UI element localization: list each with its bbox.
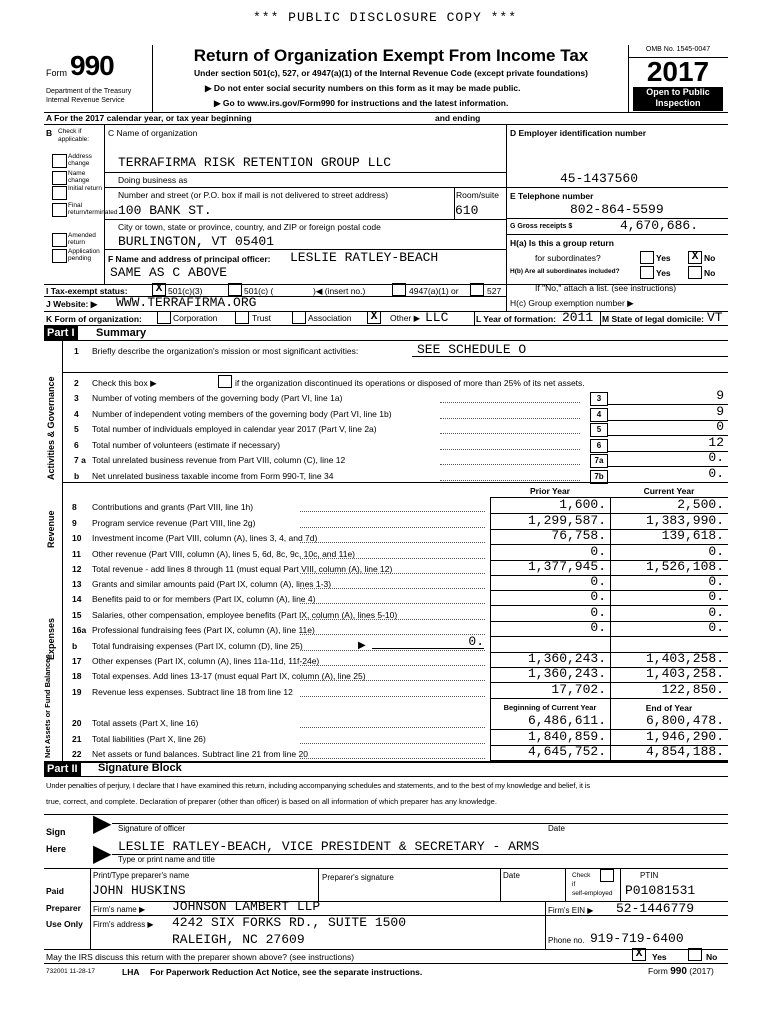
corporation-label: Corporation — [173, 313, 218, 323]
firm-name-label: Firm's name ▶ — [93, 905, 146, 914]
line-text: Other expenses (Part IX, column (A), lines 11a-11d, 11f-24e) — [92, 656, 320, 666]
current-year-value: 1,946,290. — [645, 728, 724, 744]
current-year-value: 0. — [708, 620, 724, 636]
gov-line-num: 3 — [74, 393, 79, 403]
gross-receipts-label: G Gross receipts $ — [510, 223, 573, 230]
discuss-yes-label: Yes — [652, 952, 667, 962]
hb-yes-checkbox[interactable] — [640, 266, 654, 279]
prior-year-value: 1,360,243. — [527, 651, 606, 666]
line-text: Program service revenue (Part VIII, line 2g) — [92, 517, 256, 528]
section-b-option-label: Application pending — [68, 248, 100, 262]
association-checkbox[interactable] — [292, 311, 306, 324]
firm-address-1: 4242 SIX FORKS RD., SUITE 1500 — [172, 915, 407, 930]
sign-label: Sign — [46, 827, 66, 837]
section-b-checkbox[interactable] — [52, 171, 67, 185]
website-label: J Website: ▶ — [46, 299, 98, 309]
line2-num: 2 — [74, 378, 79, 388]
other-value: LLC — [425, 310, 449, 325]
footer-code: 732001 11-28-17 — [46, 968, 96, 975]
line-text: Total expenses. Add lines 13-17 (must equal Part IX, column (A), line 25) — [92, 671, 366, 682]
ssn-warning: ▶ Do not enter social security numbers on this form as it may be made public. — [205, 83, 521, 93]
gov-line-num: b — [74, 470, 80, 481]
4947-label: 4947(a)(1) or — [409, 286, 459, 296]
discuss-yes-checkbox[interactable]: X — [632, 948, 646, 961]
ha-no-checkbox[interactable]: X — [688, 251, 702, 264]
signature-label: Signature of officer — [118, 824, 186, 833]
check-if-applicable: Check if applicable: — [58, 128, 90, 143]
other-checkbox[interactable]: X — [367, 311, 381, 324]
hb-no-label: No — [704, 268, 716, 278]
dot-leader — [440, 480, 580, 481]
phone-value: 802-864-5599 — [570, 202, 664, 217]
section-b-option-label: Amended return — [68, 232, 96, 246]
dot-leader — [440, 402, 580, 403]
dot-leader — [300, 680, 485, 681]
line-num: 10 — [72, 533, 82, 544]
line-num: 18 — [72, 671, 82, 682]
gov-line-value: 9 — [716, 388, 724, 403]
gov-line-value: 0. — [708, 465, 724, 481]
preparer-label: Preparer — [46, 903, 81, 913]
use-only-label: Use Only — [46, 919, 83, 929]
hb-no-checkbox[interactable] — [688, 266, 702, 279]
current-year-value: 0. — [708, 574, 724, 589]
dba-label: Doing business as — [118, 175, 188, 185]
line-num: 11 — [72, 548, 81, 559]
current-year-value: 1,403,258. — [645, 651, 724, 666]
line-num: 21 — [72, 733, 82, 744]
gov-line-box: 5 — [590, 423, 608, 437]
dot-leader — [300, 758, 485, 759]
prior-year-value: 1,299,587. — [527, 512, 606, 528]
room-label: Room/suite — [456, 190, 499, 200]
section-b-checkbox[interactable] — [52, 186, 67, 200]
current-year-value: 0. — [708, 604, 724, 620]
section-b-checkbox[interactable] — [52, 203, 67, 217]
dot-leader — [300, 665, 485, 666]
sign-date-label: Date — [548, 824, 565, 833]
section-b-label: B — [46, 128, 53, 138]
line-text: Benefits paid to or for members (Part IX, column (A), line 4) — [92, 594, 316, 605]
association-label: Association — [308, 313, 352, 323]
city-state-zip: BURLINGTON, VT 05401 — [118, 234, 275, 249]
line-text: Investment income (Part VIII, column (A), lines 3, 4, and 7d) — [92, 533, 318, 544]
prior-year-value: 0. — [590, 620, 606, 636]
ha-no-label: No — [704, 253, 716, 263]
current-year-value: 4,854,188. — [645, 744, 724, 760]
footer-notice: For Paperwork Reduction Act Notice, see the separate instructions. — [150, 967, 423, 977]
subordinates-q: for subordinates? — [535, 253, 601, 263]
street-label: Number and street (or P.O. box if mail is not delivered to street address) — [118, 190, 389, 200]
prior-year-value: 0. — [590, 604, 606, 620]
gov-line-value: 12 — [708, 434, 724, 450]
dept-irs: Internal Revenue Service — [46, 97, 125, 104]
revenue-label: Revenue — [46, 510, 56, 548]
ein-label: D Employer identification number — [510, 128, 647, 138]
4947-checkbox[interactable] — [392, 283, 406, 296]
line-num: 16a — [72, 625, 87, 636]
form-of-org-label: K Form of organization: — [46, 314, 142, 324]
form-subtitle: Under section 501(c), 527, or 4947(a)(1) of the Internal Revenue Code (except private foundations) — [194, 68, 588, 78]
city-label: City or town, state or province, country, and ZIP or foreign postal code — [118, 222, 381, 232]
sign-arrow-icon: ▶ — [93, 810, 112, 837]
section-b-checkbox[interactable] — [52, 154, 67, 168]
eoy-header: End of Year — [645, 703, 693, 713]
firm-name: JOHNSON LAMBERT LLP — [172, 899, 321, 914]
ein-value: 45-1437560 — [560, 171, 639, 186]
website-value[interactable]: WWW.TERRAFIRMA.ORG — [116, 295, 257, 310]
dot-leader — [300, 650, 485, 651]
footer-form: Form 990 (2017) — [648, 966, 714, 977]
if-label: if — [572, 881, 576, 888]
subordinates-included-label: H(b) Are all subordinates included? — [510, 268, 620, 275]
activities-governance-label: Activities & Governance — [46, 376, 56, 480]
ha-yes-label: Yes — [656, 253, 671, 263]
line-num: b — [72, 640, 78, 651]
dot-leader — [300, 527, 485, 528]
dot-leader — [300, 603, 485, 604]
firm-address-label: Firm's address ▶ — [93, 920, 154, 929]
527-label: 527 — [487, 286, 502, 296]
name-arrow-icon: ▶ — [93, 840, 112, 867]
gov-line-box: 7b — [590, 470, 608, 484]
line2-checkbox[interactable] — [218, 375, 232, 388]
line-text: Total assets (Part X, line 16) — [92, 718, 199, 728]
line-num: 12 — [72, 564, 82, 575]
line-num: 9 — [72, 517, 77, 528]
net-assets-label: Net Assets or Fund Balances — [43, 654, 52, 758]
attach-list-note: If "No," attach a list. (see instructions) — [535, 283, 677, 293]
dot-leader — [300, 511, 485, 512]
group-exemption-label: H(c) Group exemption number ▶ — [510, 298, 634, 308]
gov-line-box: 3 — [590, 392, 608, 406]
gov-line-box: 7a — [590, 454, 608, 468]
ptin-value: P01081531 — [625, 883, 696, 898]
line16b-rule — [372, 648, 484, 649]
officer-name: LESLIE RATLEY-BEACH — [290, 250, 439, 265]
dot-leader — [440, 433, 580, 434]
line-text: Total fundraising expenses (Part IX, column (D), line 25) — [92, 640, 303, 651]
boy-header: Beginning of Current Year — [503, 703, 597, 712]
form-label: Form — [46, 68, 67, 78]
instructions-link[interactable]: ▶ Go to www.irs.gov/Form990 for instructions and the latest information. — [214, 98, 509, 108]
current-year-value: 1,383,990. — [645, 512, 724, 528]
dot-leader — [440, 418, 580, 419]
prior-year-value: 6,486,611. — [527, 713, 606, 728]
dept-treasury: Department of the Treasury — [46, 88, 132, 95]
paid-label: Paid — [46, 886, 64, 896]
dot-leader — [440, 464, 580, 465]
prior-year-value: 4,645,752. — [527, 744, 606, 760]
prior-year-value: 1,377,945. — [527, 559, 606, 575]
gov-line-text: Total unrelated business revenue from Part VIII, column (C), line 12 — [92, 455, 346, 465]
current-year-value: 2,500. — [677, 497, 724, 512]
hb-yes-label: Yes — [656, 268, 671, 278]
section-b-option-label: Address change — [68, 153, 92, 167]
prior-year-value: 0. — [590, 574, 606, 589]
part2-title: Signature Block — [98, 762, 182, 774]
prior-year-value: 17,702. — [551, 681, 606, 697]
self-employed-label: self-employed — [572, 890, 613, 897]
line-text: Professional fundraising fees (Part IX, column (A), line 11e) — [92, 625, 315, 636]
firm-address-2: RALEIGH, NC 27609 — [172, 932, 305, 947]
line-a-label: A For the 2017 calendar year, or tax year beginning — [46, 113, 252, 123]
firm-phone: 919-719-6400 — [590, 931, 684, 946]
check-label: Check — [572, 872, 591, 879]
section-b-checkbox[interactable] — [52, 233, 67, 247]
current-year-value: 122,850. — [661, 681, 724, 697]
self-employed-checkbox[interactable] — [600, 869, 614, 882]
officer-label: F Name and address of principal officer: — [108, 254, 271, 264]
line-text: Total liabilities (Part X, line 26) — [92, 733, 206, 744]
phone-label: E Telephone number — [510, 191, 594, 201]
insert-no-label: )◀ (insert no.) — [313, 286, 366, 296]
gov-line-text: Number of voting members of the governing body (Part VI, line 1a) — [92, 393, 343, 403]
here-label: Here — [46, 844, 67, 854]
gov-line-value: 0. — [708, 450, 724, 465]
line16b-value: 0. — [468, 634, 484, 649]
officer-address: SAME AS C ABOVE — [110, 265, 228, 280]
gov-line-text: Number of independent voting members of the governing body (Part VI, line 1b) — [92, 408, 392, 419]
line2-text-b: if the organization discontinued its operations or disposed of more than 25% of its net assets. — [235, 378, 585, 388]
current-year-value: 0. — [708, 589, 724, 605]
line-text: Salaries, other compensation, employee benefits (Part IX, column (A), lines 5-10) — [92, 609, 398, 620]
line-text: Contributions and grants (Part VIII, line 1h) — [92, 502, 254, 512]
line1-value: SEE SCHEDULE O — [417, 342, 527, 357]
discuss-no-checkbox[interactable] — [688, 948, 702, 961]
gov-line-text: Net unrelated business taxable income from Form 990-T, line 34 — [92, 470, 334, 481]
line-num: 15 — [72, 609, 82, 620]
current-year-value: 1,403,258. — [645, 666, 724, 682]
ha-yes-checkbox[interactable] — [640, 251, 654, 264]
current-year-value: 6,800,478. — [645, 713, 724, 728]
form-title: Return of Organization Exempt From Income Tax — [193, 46, 589, 65]
gov-line-value: 0 — [716, 419, 724, 434]
disclosure-banner: *** PUBLIC DISCLOSURE COPY *** — [252, 10, 518, 25]
gov-line-num: 6 — [74, 439, 79, 450]
section-b-checkbox[interactable] — [52, 249, 67, 263]
discuss-no-label: No — [706, 952, 718, 962]
current-year-value: 0. — [708, 543, 724, 559]
dot-leader — [300, 542, 485, 543]
gov-line-text: Total number of individuals employed in calendar year 2017 (Part V, line 2a) — [92, 424, 377, 434]
line-num: 13 — [72, 579, 82, 589]
dot-leader — [300, 727, 485, 728]
line-num: 17 — [72, 656, 82, 666]
current-year-value: 1,526,108. — [645, 559, 724, 575]
prior-year-header: Prior Year — [529, 486, 570, 496]
perjury-text-2: true, correct, and complete. Declaration of preparer (other than officer) is based on all information of which preparer has any knowledge. — [46, 797, 497, 806]
firm-phone-label: Phone no. — [548, 936, 585, 945]
gov-line-value: 9 — [716, 403, 724, 419]
footer-lha: LHA — [122, 967, 140, 977]
prior-year-value: 1,840,859. — [527, 728, 606, 744]
type-name-label: Type or print name and title — [118, 855, 215, 864]
section-b-option-label: Name change — [68, 170, 90, 184]
gov-line-num: 5 — [74, 424, 79, 434]
corporation-checkbox[interactable] — [157, 311, 171, 324]
group-return-label: H(a) Is this a group return — [510, 238, 614, 248]
line-text: Net assets or fund balances. Subtract line 21 from line 20 — [92, 749, 308, 760]
dot-leader — [300, 573, 485, 574]
line-num: 20 — [72, 718, 82, 728]
line-text: Other revenue (Part VIII, column (A), lines 5, 6d, 8c, 9c, 10c, and 11e) — [92, 548, 355, 559]
line1-num: 1 — [74, 346, 79, 356]
expenses-label: Expenses — [46, 617, 56, 660]
firm-ein: 52-1446779 — [616, 901, 695, 916]
year-formed-label: L Year of formation: — [476, 314, 556, 324]
line-num: 14 — [72, 594, 82, 605]
current-year-header: Current Year — [643, 486, 695, 496]
tax-year: 2017 — [646, 56, 710, 87]
gov-line-num: 4 — [74, 408, 79, 419]
line16b-arrow-icon: ▶ — [358, 640, 366, 651]
prep-date-label: Date — [503, 871, 520, 880]
line2-text: Check this box ▶ — [92, 378, 157, 388]
part2-label: Part II — [44, 762, 81, 776]
prep-name-label: Print/Type preparer's name — [93, 871, 190, 880]
gov-line-box: 6 — [590, 439, 608, 453]
dot-leader — [300, 619, 485, 620]
prior-year-value: 0. — [590, 543, 606, 559]
prior-year-value: 1,600. — [559, 497, 606, 512]
line-text: Revenue less expenses. Subtract line 18 from line 12 — [92, 686, 293, 697]
line-num: 19 — [72, 686, 82, 697]
org-name-label: C Name of organization — [108, 128, 198, 138]
trust-checkbox[interactable] — [235, 311, 249, 324]
dot-leader — [300, 558, 485, 559]
501c-label: 501(c) ( — [244, 286, 274, 296]
501c3-label: 501(c)(3) — [168, 286, 203, 296]
perjury-text-1: Under penalties of perjury, I declare that I have examined this return, including accompanying schedules and statements, and to the best of my knowledge and belief, it is — [46, 781, 591, 790]
preparer-name: JOHN HUSKINS — [92, 883, 186, 898]
gov-line-num: 7 a — [74, 455, 86, 465]
current-year-value: 139,618. — [661, 528, 724, 544]
street-address: 100 BANK ST. — [118, 203, 212, 218]
gross-receipts-value: 4,670,686. — [620, 218, 699, 233]
527-checkbox[interactable] — [470, 283, 484, 296]
part1-label: Part I — [44, 326, 78, 340]
org-name: TERRAFIRMA RISK RETENTION GROUP LLC — [118, 155, 392, 170]
ptin-label: PTIN — [640, 871, 659, 880]
line-text: Grants and similar amounts paid (Part IX, column (A), lines 1-3) — [92, 579, 332, 589]
year-formed-value: 2011 — [562, 310, 594, 325]
row-rule — [490, 636, 728, 637]
tax-exempt-label: I Tax-exempt status: — [46, 286, 128, 296]
line-num: 8 — [72, 502, 77, 512]
gov-line-text: Total number of volunteers (estimate if necessary) — [92, 439, 281, 450]
section-b-option-label: Final return/terminated — [68, 202, 118, 216]
prior-year-value: 0. — [590, 589, 606, 605]
prior-year-value: 76,758. — [551, 528, 606, 544]
dot-leader — [300, 696, 485, 697]
line-text: Total revenue - add lines 8 through 11 (must equal Part VIII, column (A), line 12) — [92, 564, 393, 575]
dot-leader — [300, 588, 485, 589]
trust-label: Trust — [252, 313, 272, 323]
line-a-ending: and ending — [435, 113, 481, 123]
dot-leader — [300, 743, 485, 744]
firm-ein-label: Firm's EIN ▶ — [548, 906, 594, 915]
501c3-checkbox[interactable]: X — [152, 283, 166, 296]
row-rule — [490, 698, 728, 699]
gov-line-box: 4 — [590, 408, 608, 422]
state-domicile-label: M State of legal domicile: — [602, 314, 705, 324]
omb-number: OMB No. 1545-0047 — [645, 46, 711, 53]
room-number: 610 — [455, 203, 479, 218]
part1-title: Summary — [96, 327, 147, 339]
dot-leader — [440, 449, 580, 450]
line-num: 22 — [72, 749, 82, 760]
other-label: Other ▶ — [390, 313, 421, 323]
state-domicile-value: VT — [707, 310, 723, 325]
form-number: 990 — [70, 50, 114, 81]
discuss-question: May the IRS discuss this return with the preparer shown above? (see instructions) — [46, 952, 355, 962]
prior-year-value: 1,360,243. — [527, 666, 606, 682]
prep-sig-label: Preparer's signature — [322, 873, 394, 882]
open-inspection-badge: Open to Public Inspection — [633, 87, 723, 111]
line1-text: Briefly describe the organization's mission or most significant activities: — [92, 346, 359, 356]
signer-name-title: LESLIE RATLEY-BEACH, VICE PRESIDENT & SECRETARY - ARMS — [118, 839, 540, 854]
section-b-option-label: Initial return — [68, 185, 102, 192]
